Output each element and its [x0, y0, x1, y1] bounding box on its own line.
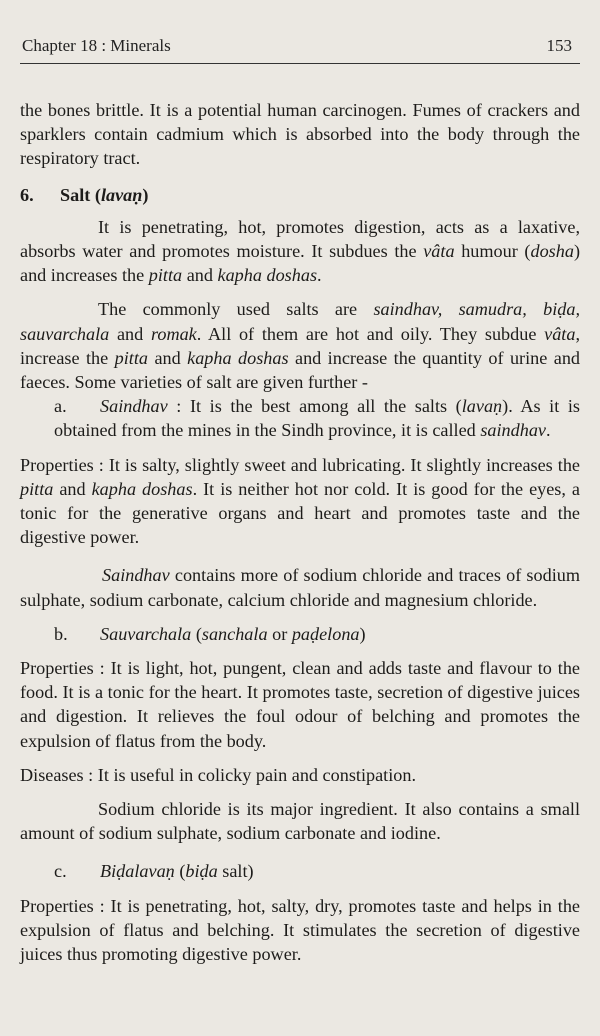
- chapter-title: Chapter 18 : Minerals: [22, 36, 171, 55]
- list-item-bidalavan: c. Biḍalavaṇ (biḍa salt): [54, 861, 254, 882]
- paragraph-bidalavan-properties: Properties : It is penetrating, hot, salty, dry, promotes taste and helps in the expulsion of flatus and belching. It stimulates the secretion of digestive juices thus promoting digestive power.: [20, 895, 580, 965]
- paragraph-sauvarchala-diseases: Diseases : It is useful in colicky pain and constipation.: [20, 764, 417, 785]
- paragraph-salt-properties: It is penetrating, hot, promotes digestion, acts as a laxative, absorbs water and promotes moisture. It subdues the vâta humour (dosha) and increases the pitta and kapha doshas.: [20, 216, 580, 286]
- running-header: [22, 36, 572, 56]
- paragraph-sodium-chloride: Sodium chloride is its major ingredient. It also contains a small amount of sodium sulphate, sodium carbonate and iodine.: [20, 799, 580, 844]
- paragraph-saindhav-composition: Saindhav contains more of sodium chloride and traces of sodium sulphate, sodium carbonate, calcium chloride and magnesium chloride.: [20, 565, 580, 610]
- header-divider: [20, 63, 580, 64]
- list-item-sauvarchala: b. Sauvarchala (sanchala or paḍelona): [54, 623, 366, 644]
- page-number: 153: [546, 36, 572, 55]
- section-heading-salt: 6. Salt (lavaṇ): [20, 184, 149, 205]
- paragraph-sauvarchala-properties: Properties : It is light, hot, pungent, clean and adds taste and flavour to the food. It is a tonic for the heart. It promotes taste, secretion of digestive juices and digestion. It relieves the foul odour of belching and promotes the expulsion of flatus from the body.: [20, 658, 580, 751]
- paragraph-common-salts: The commonly used salts are saindhav, samudra, biḍa, sauvarchala and romak. All of them are hot and oily. They subdue vâta, increase the pitta and kapha doshas and increase the quantity of urine and faeces. Some varieties of salt are given further -: [20, 299, 581, 393]
- list-item-saindhav: a. Saindhav : It is the best among all the salts (lavaṇ). As it is obtained from the mines in the Sindh province, it is called saindhav.: [54, 396, 580, 441]
- paragraph-saindhav-properties: Properties : It is salty, slightly sweet and lubricating. It slightly increases the pitta and kapha doshas. It is neither hot nor cold. It is good for the eyes, a tonic for the generative organs and heart and promotes taste and the digestive power.: [20, 454, 580, 548]
- page-body: [20, 98, 580, 966]
- paragraph-intro: the bones brittle. It is a potential human carcinogen. Fumes of crackers and sparklers contain cadmium which is absorbed into the body through the respiratory tract.: [20, 100, 580, 169]
